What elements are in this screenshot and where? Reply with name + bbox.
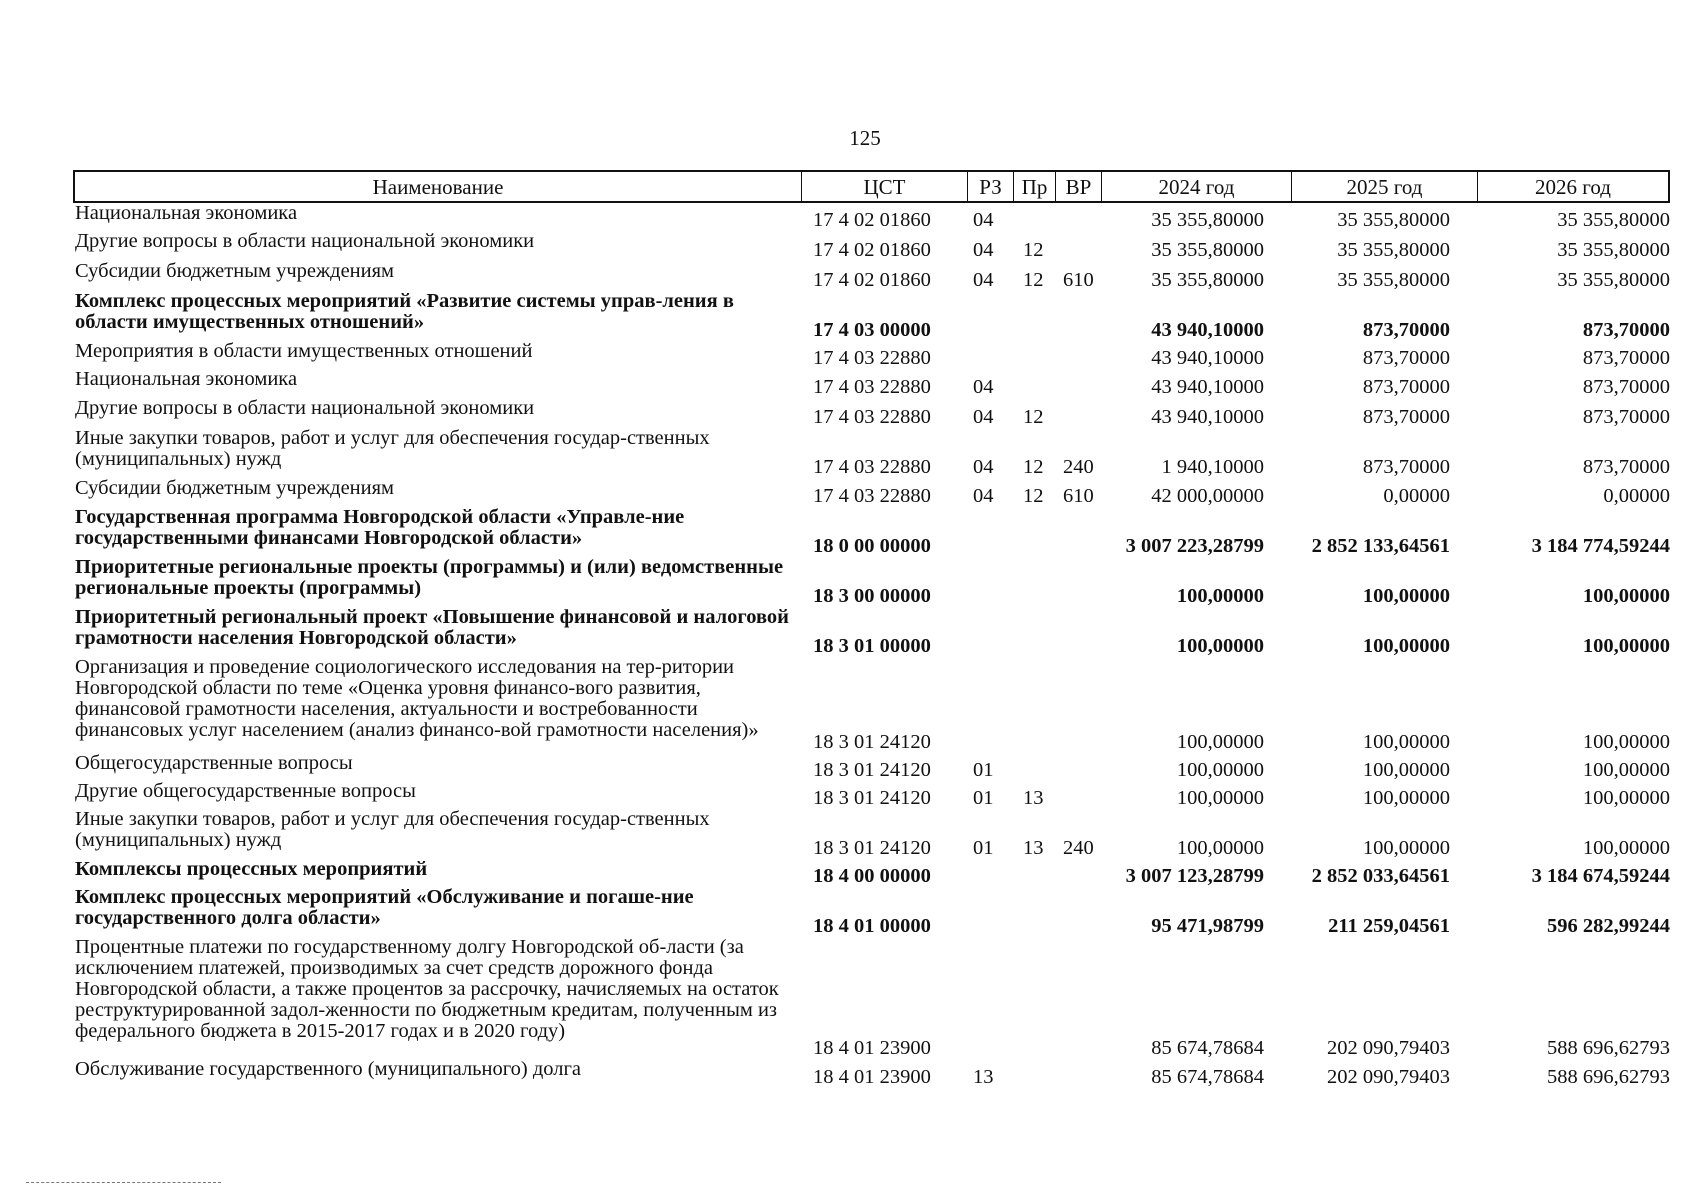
row-value-2024: 3 007 223,28799 [1125,535,1264,557]
row-value-2026: 35 355,80000 [1557,209,1670,231]
row-cst: 18 3 01 24120 [813,731,931,753]
row-cst: 18 4 01 23900 [813,1066,931,1088]
table-row [73,507,1670,557]
table-row [73,291,1670,341]
row-rz: 04 [973,376,994,398]
row-value-2024: 100,00000 [1176,787,1264,809]
table-row [73,478,1670,507]
table-row [73,203,1670,231]
row-value-2026: 100,00000 [1582,787,1670,809]
row-value-2025: 0,00000 [1383,485,1450,507]
row-value-2025: 35 355,80000 [1337,269,1450,291]
row-name: Субсидии бюджетным учреждениям [75,477,395,499]
row-value-2025: 873,70000 [1362,406,1450,428]
row-cst: 17 4 03 22880 [813,456,931,478]
row-name: Комплексы процессных мероприятий [75,858,428,880]
row-value-2024: 100,00000 [1176,731,1264,753]
row-cst: 17 4 02 01860 [813,209,931,231]
row-name: Общегосударственные вопросы [75,752,353,774]
row-rz: 01 [973,787,994,809]
row-pr: 12 [1023,485,1044,507]
row-name: Государственная программа Новгородской области «Управле-ние государственными финансами Новгородской области» [75,506,685,549]
row-cst: 17 4 02 01860 [813,269,931,291]
row-cst: 18 3 01 24120 [813,787,931,809]
row-name: Процентные платежи по государственному долгу Новгородской об-ласти (за исключением платежей, производимых за счет средств дорожного фонда Новгородской области, а также процентов за рассрочку, начисляемых на остаток реструктурированной задол-женности по бюджетным кредитам, полученным из федерального бюджета в 2015-2017 годах и в 2020 году) [75,936,779,1042]
row-value-2024: 43 940,10000 [1151,376,1264,398]
table-body [73,203,1670,1088]
row-value-2025: 100,00000 [1362,759,1450,781]
row-cst: 18 4 01 23900 [813,1037,931,1059]
header-pr: Пр [1013,172,1055,201]
row-rz: 04 [973,239,994,261]
row-name: Приоритетные региональные проекты (программы) и (или) ведомственные региональные проекты (программы) [75,556,784,599]
row-value-2025: 202 090,79403 [1327,1037,1450,1059]
row-value-2026: 873,70000 [1582,456,1670,478]
row-value-2026: 3 184 674,59244 [1531,865,1670,887]
table-row [73,369,1670,398]
row-cst: 18 3 00 00000 [813,585,931,607]
row-name: Приоритетный региональный проект «Повышение финансовой и налоговой грамотности населения Новгородской области» [75,606,789,649]
header-cst: ЦСТ [801,172,967,201]
row-cst: 18 3 01 24120 [813,837,931,859]
table-row [73,607,1670,657]
row-name: Другие вопросы в области национальной экономики [75,230,535,252]
row-name: Национальная экономика [75,368,298,390]
row-value-2026: 100,00000 [1582,837,1670,859]
row-vr: 610 [1063,485,1094,507]
row-name: Комплекс процессных мероприятий «Обслуживание и погаше-ние государственного долга области» [75,886,694,929]
row-value-2024: 35 355,80000 [1151,269,1264,291]
row-cst: 17 4 03 22880 [813,347,931,369]
row-value-2024: 100,00000 [1176,635,1264,657]
row-value-2026: 873,70000 [1582,376,1670,398]
row-cst: 17 4 03 22880 [813,406,931,428]
row-value-2026: 100,00000 [1582,759,1670,781]
row-name: Другие вопросы в области национальной экономики [75,397,535,419]
row-value-2024: 43 940,10000 [1151,406,1264,428]
row-value-2024: 3 007 123,28799 [1125,865,1264,887]
row-value-2024: 100,00000 [1176,837,1264,859]
row-value-2026: 0,00000 [1603,485,1670,507]
row-pr: 12 [1023,406,1044,428]
row-value-2024: 1 940,10000 [1161,456,1264,478]
table-row [73,428,1670,478]
row-value-2024: 43 940,10000 [1151,319,1264,341]
page-number: 125 [849,126,881,150]
row-value-2024: 43 940,10000 [1151,347,1264,369]
row-value-2025: 211 259,04561 [1328,915,1450,937]
row-value-2025: 873,70000 [1362,319,1450,341]
table-row [73,781,1670,809]
row-value-2026: 873,70000 [1582,406,1670,428]
row-value-2025: 35 355,80000 [1337,209,1450,231]
table-row [73,809,1670,859]
header-vr: ВР [1055,172,1101,201]
row-value-2025: 2 852 033,64561 [1311,865,1450,887]
footer-divider [26,1182,221,1183]
row-vr: 610 [1063,269,1094,291]
header-name: Наименование [372,175,504,199]
row-name: Организация и проведение социологического исследования на тер-ритории Новгородской области по теме «Оценка уровня финансо-вого развития, финансовой грамотности населения, актуальности и востребованности финансовых услуг населением (анализ финансо-вой грамотности населения)» [75,656,759,741]
row-name: Субсидии бюджетным учреждениям [75,260,395,282]
row-value-2024: 85 674,78684 [1151,1037,1264,1059]
row-cst: 17 4 03 00000 [813,319,931,341]
table-row [73,557,1670,607]
row-rz: 13 [973,1066,994,1088]
row-pr: 12 [1023,269,1044,291]
row-value-2026: 100,00000 [1582,731,1670,753]
row-rz: 04 [973,269,994,291]
budget-table [73,170,1670,1088]
row-value-2025: 202 090,79403 [1327,1066,1450,1088]
row-value-2026: 100,00000 [1582,635,1670,657]
row-name: Национальная экономика [75,202,298,224]
table-header [73,170,1670,203]
row-cst: 18 4 00 00000 [813,865,931,887]
row-pr: 13 [1023,837,1044,859]
row-rz: 04 [973,209,994,231]
row-name: Иные закупки товаров, работ и услуг для обеспечения государ-ственных (муниципальных) нужд [75,808,710,851]
row-value-2025: 35 355,80000 [1337,239,1450,261]
row-rz: 04 [973,456,994,478]
row-name: Мероприятия в области имущественных отношений [75,340,533,362]
row-rz: 01 [973,759,994,781]
row-vr: 240 [1063,456,1094,478]
table-row [73,753,1670,781]
table-row [73,657,1670,753]
row-value-2026: 596 282,99244 [1547,915,1670,937]
table-row [73,398,1670,428]
row-value-2025: 100,00000 [1362,787,1450,809]
row-value-2026: 35 355,80000 [1557,269,1670,291]
row-value-2024: 100,00000 [1176,585,1264,607]
header-rz: РЗ [967,172,1013,201]
table-row [73,887,1670,937]
row-value-2024: 100,00000 [1176,759,1264,781]
row-value-2026: 35 355,80000 [1557,239,1670,261]
row-value-2025: 100,00000 [1362,731,1450,753]
row-cst: 18 3 01 00000 [813,635,931,657]
table-row [73,1059,1670,1088]
row-cst: 17 4 03 22880 [813,485,931,507]
row-value-2026: 3 184 774,59244 [1531,535,1670,557]
row-rz: 01 [973,837,994,859]
row-pr: 12 [1023,239,1044,261]
row-vr: 240 [1063,837,1094,859]
row-value-2026: 873,70000 [1582,347,1670,369]
row-value-2026: 100,00000 [1582,585,1670,607]
row-value-2024: 35 355,80000 [1151,239,1264,261]
row-value-2025: 873,70000 [1362,456,1450,478]
table-row [73,231,1670,261]
row-name: Комплекс процессных мероприятий «Развитие системы управ-ления в области имущественных отношений» [75,290,734,333]
table-row [73,937,1670,1059]
row-name: Иные закупки товаров, работ и услуг для обеспечения государ-ственных (муниципальных) нужд [75,427,710,470]
row-cst: 17 4 02 01860 [813,239,931,261]
row-value-2026: 588 696,62793 [1547,1066,1670,1088]
row-cst: 18 3 01 24120 [813,759,931,781]
row-value-2024: 95 471,98799 [1151,915,1264,937]
row-value-2024: 42 000,00000 [1151,485,1264,507]
row-cst: 18 4 01 00000 [813,915,931,937]
row-name: Другие общегосударственные вопросы [75,780,416,802]
table-row [73,341,1670,369]
row-value-2025: 100,00000 [1362,837,1450,859]
table-row [73,859,1670,887]
row-name: Обслуживание государственного (муниципального) долга [75,1058,581,1080]
row-pr: 12 [1023,456,1044,478]
row-cst: 18 0 00 00000 [813,535,931,557]
row-value-2026: 588 696,62793 [1547,1037,1670,1059]
row-value-2025: 100,00000 [1362,635,1450,657]
table-row [73,261,1670,291]
row-rz: 04 [973,485,994,507]
header-2026: 2026 год [1477,172,1668,201]
header-2024: 2024 год [1101,172,1291,201]
row-value-2025: 873,70000 [1362,376,1450,398]
row-rz: 04 [973,406,994,428]
row-value-2025: 100,00000 [1362,585,1450,607]
row-value-2026: 873,70000 [1582,319,1670,341]
row-value-2024: 85 674,78684 [1151,1066,1264,1088]
header-2025: 2025 год [1291,172,1477,201]
row-value-2025: 873,70000 [1362,347,1450,369]
row-cst: 17 4 03 22880 [813,376,931,398]
row-pr: 13 [1023,787,1044,809]
row-value-2024: 35 355,80000 [1151,209,1264,231]
row-value-2025: 2 852 133,64561 [1311,535,1450,557]
